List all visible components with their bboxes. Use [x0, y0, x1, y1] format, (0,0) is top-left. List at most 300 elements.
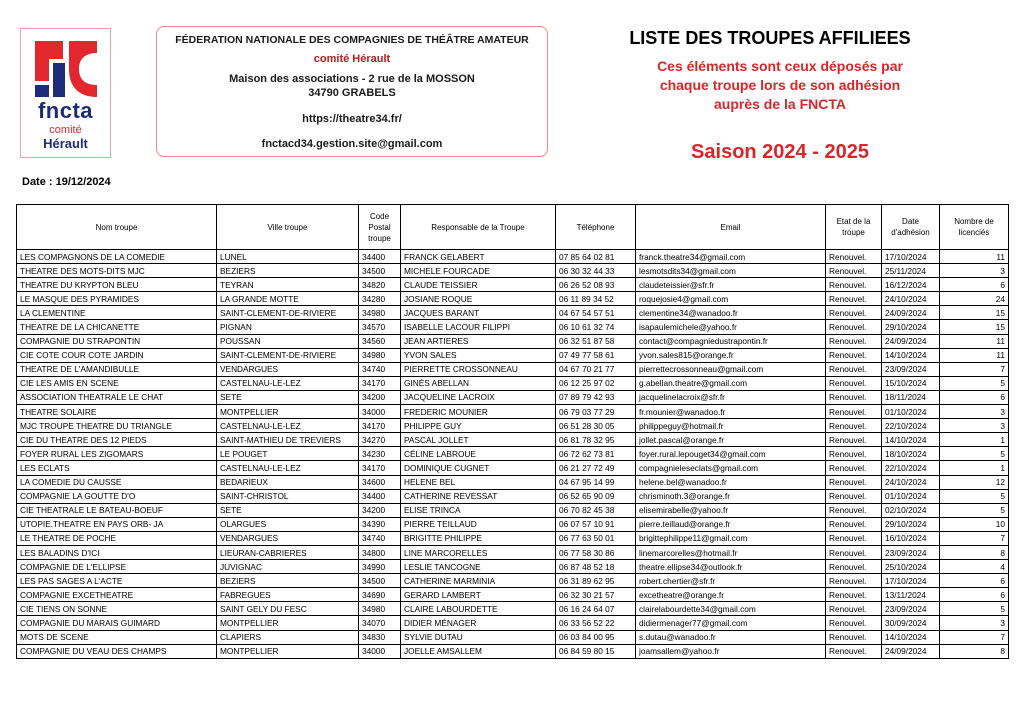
- postal-code-cell: 34560: [359, 334, 401, 348]
- status-cell: Renouvel.: [826, 250, 882, 264]
- licensee-count-cell: 3: [940, 264, 1009, 278]
- troupe-name-cell: COMPAGNIE LA GOUTTE D'O: [17, 489, 217, 503]
- licensee-count-cell: 4: [940, 560, 1009, 574]
- city-cell: SAINT-CHRISTOL: [217, 489, 359, 503]
- manager-cell: MICHELE FOURCADE: [401, 264, 556, 278]
- table-row: [17, 419, 1009, 433]
- fncta-logo: [20, 28, 111, 158]
- phone-cell: 04 67 54 57 51: [556, 306, 636, 320]
- manager-cell: GINÈS ABELLAN: [401, 376, 556, 390]
- federation-name: FÉDERATION NATIONALE DES COMPAGNIES DE THÉÂTRE AMATEUR: [175, 34, 529, 46]
- troupe-name-cell: LA COMEDIE DU CAUSSE: [17, 475, 217, 489]
- postal-code-cell: 34400: [359, 489, 401, 503]
- postal-code-cell: 34980: [359, 306, 401, 320]
- email-cell[interactable]: yvon.sales815@orange.fr: [636, 348, 826, 362]
- city-cell: SETE: [217, 503, 359, 517]
- email-cell[interactable]: g.abellan.theatre@gmail.com: [636, 376, 826, 390]
- licensee-count-cell: 6: [940, 574, 1009, 588]
- manager-cell: PASCAL JOLLET: [401, 433, 556, 447]
- status-cell: Renouvel.: [826, 264, 882, 278]
- email-cell[interactable]: elisemirabelle@yahoo.fr: [636, 503, 826, 517]
- phone-cell: 07 49 77 58 61: [556, 348, 636, 362]
- email-cell[interactable]: foyer.rural.lepouget34@gmail.com: [636, 447, 826, 461]
- email-cell[interactable]: didiermenager77@gmail.com: [636, 616, 826, 630]
- membership-date-cell: 23/09/2024: [882, 362, 940, 376]
- table-row: [17, 405, 1009, 419]
- phone-cell: 06 79 03 77 29: [556, 405, 636, 419]
- postal-code-cell: 34830: [359, 630, 401, 644]
- manager-cell: SYLVIE DUTAU: [401, 630, 556, 644]
- city-cell: OLARGUES: [217, 517, 359, 531]
- licensee-count-cell: 11: [940, 250, 1009, 264]
- membership-date-cell: 17/10/2024: [882, 250, 940, 264]
- membership-date-cell: 24/10/2024: [882, 475, 940, 489]
- troupe-name-cell: THEATRE DE L'AMANDIBULLE: [17, 362, 217, 376]
- manager-cell: DIDIER MÉNAGER: [401, 616, 556, 630]
- city-cell: LE POUGET: [217, 447, 359, 461]
- licensee-count-cell: 5: [940, 602, 1009, 616]
- troupe-name-cell: LE MASQUE DES PYRAMIDES: [17, 292, 217, 306]
- column-header: Etat de la troupe: [826, 205, 882, 250]
- city-cell: SETE: [217, 390, 359, 404]
- manager-cell: YVON SALES: [401, 348, 556, 362]
- status-cell: Renouvel.: [826, 433, 882, 447]
- postal-code-cell: 34170: [359, 419, 401, 433]
- logo-sub2: Hérault: [43, 136, 88, 151]
- postal-code-cell: 34820: [359, 278, 401, 292]
- status-cell: Renouvel.: [826, 630, 882, 644]
- status-cell: Renouvel.: [826, 390, 882, 404]
- manager-cell: GERARD LAMBERT: [401, 588, 556, 602]
- status-cell: Renouvel.: [826, 531, 882, 545]
- licensee-count-cell: 7: [940, 362, 1009, 376]
- membership-date-cell: 24/09/2024: [882, 644, 940, 658]
- troupe-name-cell: FOYER RURAL LES ZIGOMARS: [17, 447, 217, 461]
- membership-date-cell: 23/09/2024: [882, 545, 940, 559]
- city-cell: LA GRANDE MOTTE: [217, 292, 359, 306]
- postal-code-cell: 34390: [359, 517, 401, 531]
- status-cell: Renouvel.: [826, 644, 882, 658]
- status-cell: Renouvel.: [826, 419, 882, 433]
- troupe-name-cell: COMPAGNIE DE L'ELLIPSE: [17, 560, 217, 574]
- city-cell: SAINT GELY DU FESC: [217, 602, 359, 616]
- table-body: [17, 250, 1009, 659]
- email-cell[interactable]: claudeteissier@sfr.fr: [636, 278, 826, 292]
- troupe-name-cell: LES PAS SAGES A L'ACTE: [17, 574, 217, 588]
- phone-cell: 06 12 25 97 02: [556, 376, 636, 390]
- licensee-count-cell: 3: [940, 616, 1009, 630]
- licensee-count-cell: 8: [940, 644, 1009, 658]
- phone-cell: 06 87 48 52 18: [556, 560, 636, 574]
- licensee-count-cell: 5: [940, 447, 1009, 461]
- table-row: [17, 475, 1009, 489]
- column-header: Code Postal troupe: [359, 205, 401, 250]
- postal-code-cell: 34740: [359, 531, 401, 545]
- postal-code-cell: 34230: [359, 447, 401, 461]
- manager-cell: JACQUELINE LACROIX: [401, 390, 556, 404]
- status-cell: Renouvel.: [826, 320, 882, 334]
- table-row: [17, 644, 1009, 658]
- troupe-name-cell: LA CLEMENTINE: [17, 306, 217, 320]
- phone-cell: 06 84 59 80 15: [556, 644, 636, 658]
- city-cell: MONTPELLIER: [217, 616, 359, 630]
- phone-cell: 06 72 62 73 81: [556, 447, 636, 461]
- table-row: [17, 306, 1009, 320]
- licensee-count-cell: 15: [940, 306, 1009, 320]
- licensee-count-cell: 5: [940, 376, 1009, 390]
- status-cell: Renouvel.: [826, 489, 882, 503]
- status-cell: Renouvel.: [826, 616, 882, 630]
- membership-date-cell: 25/11/2024: [882, 264, 940, 278]
- troupe-name-cell: THEATRE DES MOTS-DITS MJC: [17, 264, 217, 278]
- postal-code-cell: 34570: [359, 320, 401, 334]
- email-cell[interactable]: roquejosie4@gmail.com: [636, 292, 826, 306]
- email-cell[interactable]: clairelabourdette34@gmail.com: [636, 602, 826, 616]
- city-cell: VENDARGUES: [217, 362, 359, 376]
- licensee-count-cell: 12: [940, 475, 1009, 489]
- city-cell: JUVIGNAC: [217, 560, 359, 574]
- city-cell: CLAPIERS: [217, 630, 359, 644]
- postal-code-cell: 34740: [359, 362, 401, 376]
- troupe-name-cell: COMPAGNIE DU STRAPONTIN: [17, 334, 217, 348]
- licensee-count-cell: 5: [940, 503, 1009, 517]
- membership-date-cell: 01/10/2024: [882, 405, 940, 419]
- manager-cell: DOMINIQUE CUGNET: [401, 461, 556, 475]
- email-cell[interactable]: compagnieleseclats@gmail.com: [636, 461, 826, 475]
- status-cell: Renouvel.: [826, 602, 882, 616]
- manager-cell: JEAN ARTIERES: [401, 334, 556, 348]
- manager-cell: FRANCK GELABERT: [401, 250, 556, 264]
- table-row: [17, 531, 1009, 545]
- manager-cell: JACQUES BARANT: [401, 306, 556, 320]
- email-cell[interactable]: jacquelinelacroix@sfr.fr: [636, 390, 826, 404]
- membership-date-cell: 02/10/2024: [882, 503, 940, 517]
- licensee-count-cell: 7: [940, 531, 1009, 545]
- troupes-table: [16, 204, 1009, 659]
- troupe-name-cell: LES COMPAGNONS DE LA COMEDIE: [17, 250, 217, 264]
- status-cell: Renouvel.: [826, 545, 882, 559]
- table-row: [17, 250, 1009, 264]
- email-cell[interactable]: s.dutau@wanadoo.fr: [636, 630, 826, 644]
- email-cell[interactable]: linemarcorelles@hotmail.fr: [636, 545, 826, 559]
- phone-cell: 06 77 58 30 86: [556, 545, 636, 559]
- logo-sub1: comité: [49, 124, 82, 136]
- manager-cell: CLAIRE LABOURDETTE: [401, 602, 556, 616]
- table-row: [17, 489, 1009, 503]
- phone-cell: 06 70 82 45 38: [556, 503, 636, 517]
- status-cell: Renouvel.: [826, 348, 882, 362]
- subtitle-line: Ces éléments sont ceux déposés par: [657, 58, 903, 74]
- troupe-name-cell: CIE DU THEATRE DES 12 PIEDS: [17, 433, 217, 447]
- federation-info-box: [156, 26, 548, 157]
- troupe-name-cell: COMPAGNIE DU MARAIS GUIMARD: [17, 616, 217, 630]
- city-cell: CASTELNAU-LE-LEZ: [217, 376, 359, 390]
- table-row: [17, 320, 1009, 334]
- licensee-count-cell: 3: [940, 419, 1009, 433]
- phone-cell: 06 26 52 08 93: [556, 278, 636, 292]
- phone-cell: 06 81 78 32 95: [556, 433, 636, 447]
- manager-cell: CATHERINE REVESSAT: [401, 489, 556, 503]
- website-link[interactable]: https://theatre34.fr/: [302, 113, 402, 125]
- table-row: [17, 376, 1009, 390]
- city-cell: TEYRAN: [217, 278, 359, 292]
- table-row: [17, 447, 1009, 461]
- membership-date-cell: 13/11/2024: [882, 588, 940, 602]
- postal-code-cell: 34690: [359, 588, 401, 602]
- membership-date-cell: 14/10/2024: [882, 433, 940, 447]
- city-cell: CASTELNAU-LE-LEZ: [217, 419, 359, 433]
- committee-name: comité Hérault: [313, 53, 391, 65]
- postal-code-cell: 34980: [359, 602, 401, 616]
- table-row: [17, 630, 1009, 644]
- postal-code-cell: 34500: [359, 574, 401, 588]
- membership-date-cell: 30/09/2024: [882, 616, 940, 630]
- column-header: Email: [636, 205, 826, 250]
- troupe-name-cell: CIE THEATRALE LE BATEAU-BOEUF: [17, 503, 217, 517]
- table-row: [17, 348, 1009, 362]
- manager-cell: PIERRE TEILLAUD: [401, 517, 556, 531]
- licensee-count-cell: 6: [940, 588, 1009, 602]
- phone-cell: 06 31 89 62 95: [556, 574, 636, 588]
- city-cell: POUSSAN: [217, 334, 359, 348]
- city-cell: LUNEL: [217, 250, 359, 264]
- licensee-count-cell: 7: [940, 630, 1009, 644]
- membership-date-cell: 22/10/2024: [882, 461, 940, 475]
- manager-cell: BRIGITTE PHILIPPE: [401, 531, 556, 545]
- troupe-name-cell: LE THEATRE DE POCHE: [17, 531, 217, 545]
- phone-cell: 06 32 51 87 58: [556, 334, 636, 348]
- membership-date-cell: 22/10/2024: [882, 419, 940, 433]
- status-cell: Renouvel.: [826, 475, 882, 489]
- column-header: Nom troupe: [17, 205, 217, 250]
- troupe-name-cell: UTOPIE.THEATRE EN PAYS ORB- JA: [17, 517, 217, 531]
- status-cell: Renouvel.: [826, 517, 882, 531]
- postal-code-cell: 34600: [359, 475, 401, 489]
- city-cell: MONTPELLIER: [217, 644, 359, 658]
- email-cell[interactable]: fr.mounier@wanadoo.fr: [636, 405, 826, 419]
- subtitle-line: chaque troupe lors de son adhésion: [659, 77, 901, 93]
- phone-cell: 06 30 32 44 33: [556, 264, 636, 278]
- city-cell: BEZIERS: [217, 264, 359, 278]
- membership-date-cell: 16/10/2024: [882, 531, 940, 545]
- licensee-count-cell: 11: [940, 348, 1009, 362]
- manager-cell: HELENE BEL: [401, 475, 556, 489]
- membership-date-cell: 24/09/2024: [882, 306, 940, 320]
- phone-cell: 04 67 95 14 99: [556, 475, 636, 489]
- table-row: [17, 334, 1009, 348]
- membership-date-cell: 15/10/2024: [882, 376, 940, 390]
- email-cell[interactable]: contact@compagniedustrapontin.fr: [636, 334, 826, 348]
- postal-code-cell: 34070: [359, 616, 401, 630]
- membership-date-cell: 24/10/2024: [882, 292, 940, 306]
- licensee-count-cell: 6: [940, 390, 1009, 404]
- email-cell[interactable]: pierre.teillaud@orange.fr: [636, 517, 826, 531]
- licensee-count-cell: 24: [940, 292, 1009, 306]
- licensee-count-cell: 8: [940, 545, 1009, 559]
- table-row: [17, 588, 1009, 602]
- membership-date-cell: 18/11/2024: [882, 390, 940, 404]
- troupe-name-cell: MJC TROUPE THEATRE DU TRIANGLE: [17, 419, 217, 433]
- troupe-name-cell: LES BALADINS D'ICI: [17, 545, 217, 559]
- table-row: [17, 461, 1009, 475]
- city-cell: CASTELNAU-LE-LEZ: [217, 461, 359, 475]
- licensee-count-cell: 11: [940, 334, 1009, 348]
- troupe-name-cell: CIE LES AMIS EN SCENE: [17, 376, 217, 390]
- status-cell: Renouvel.: [826, 292, 882, 306]
- status-cell: Renouvel.: [826, 405, 882, 419]
- status-cell: Renouvel.: [826, 503, 882, 517]
- licensee-count-cell: 10: [940, 517, 1009, 531]
- city-cell: BEDARIEUX: [217, 475, 359, 489]
- table-row: [17, 292, 1009, 306]
- postal-code-cell: 34500: [359, 264, 401, 278]
- column-header: Date d'adhésion: [882, 205, 940, 250]
- email-cell[interactable]: lesmotsdits34@gmail.com: [636, 264, 826, 278]
- troupe-name-cell: CIE TIENS ON SONNE: [17, 602, 217, 616]
- membership-date-cell: 25/10/2024: [882, 560, 940, 574]
- phone-cell: 06 51 28 30 05: [556, 419, 636, 433]
- phone-cell: 06 16 24 64 07: [556, 602, 636, 616]
- phone-cell: 06 21 27 72 49: [556, 461, 636, 475]
- postal-code-cell: 34200: [359, 503, 401, 517]
- email-cell[interactable]: isapaulemichele@yahoo.fr: [636, 320, 826, 334]
- membership-date-cell: 01/10/2024: [882, 489, 940, 503]
- table-row: [17, 574, 1009, 588]
- membership-date-cell: 29/10/2024: [882, 517, 940, 531]
- phone-cell: 06 07 57 10 91: [556, 517, 636, 531]
- email-cell[interactable]: helene.bel@wanadoo.fr: [636, 475, 826, 489]
- phone-cell: 04 67 70 21 77: [556, 362, 636, 376]
- column-header: Nombre de licenciés: [940, 205, 1009, 250]
- subtitle-line: auprès de la FNCTA: [714, 96, 846, 112]
- contact-email[interactable]: fnctacd34.gestion.site@gmail.com: [261, 138, 443, 150]
- email-cell[interactable]: excetheatre@orange.fr: [636, 588, 826, 602]
- table-row: [17, 278, 1009, 292]
- document-date: Date : 19/12/2024: [22, 176, 111, 188]
- membership-date-cell: 18/10/2024: [882, 447, 940, 461]
- city-cell: BEZIERS: [217, 574, 359, 588]
- status-cell: Renouvel.: [826, 560, 882, 574]
- table-row: [17, 264, 1009, 278]
- phone-cell: 06 10 61 32 74: [556, 320, 636, 334]
- status-cell: Renouvel.: [826, 447, 882, 461]
- email-cell[interactable]: philippeguy@hotmail.fr: [636, 419, 826, 433]
- city-cell: LIEURAN-CABRIERES: [217, 545, 359, 559]
- address-line-1: Maison des associations - 2 rue de la MOSSON: [229, 73, 475, 85]
- season-label: Saison 2024 - 2025: [691, 141, 869, 163]
- status-cell: Renouvel.: [826, 574, 882, 588]
- postal-code-cell: 34270: [359, 433, 401, 447]
- email-cell[interactable]: joamsallem@yahoo.fr: [636, 644, 826, 658]
- manager-cell: CATHERINE MARMINIA: [401, 574, 556, 588]
- status-cell: Renouvel.: [826, 588, 882, 602]
- phone-cell: 06 77 63 50 01: [556, 531, 636, 545]
- licensee-count-cell: 5: [940, 489, 1009, 503]
- troupe-name-cell: CIE COTE COUR COTE JARDIN: [17, 348, 217, 362]
- postal-code-cell: 34200: [359, 390, 401, 404]
- email-cell[interactable]: jollet.pascal@orange.fr: [636, 433, 826, 447]
- manager-cell: JOSIANE ROQUE: [401, 292, 556, 306]
- status-cell: Renouvel.: [826, 334, 882, 348]
- manager-cell: PHILIPPE GUY: [401, 419, 556, 433]
- troupe-name-cell: ASSOCIATION THEATRALE LE CHAT: [17, 390, 217, 404]
- table-row: [17, 362, 1009, 376]
- status-cell: Renouvel.: [826, 306, 882, 320]
- postal-code-cell: 34980: [359, 348, 401, 362]
- troupe-name-cell: LES ECLATS: [17, 461, 217, 475]
- postal-code-cell: 34400: [359, 250, 401, 264]
- email-cell[interactable]: chrisminoth.3@orange.fr: [636, 489, 826, 503]
- licensee-count-cell: 3: [940, 405, 1009, 419]
- postal-code-cell: 34000: [359, 405, 401, 419]
- city-cell: PIGNAN: [217, 320, 359, 334]
- city-cell: FABREGUES: [217, 588, 359, 602]
- licensee-count-cell: 15: [940, 320, 1009, 334]
- troupe-name-cell: THEATRE DU KRYPTON BLEU: [17, 278, 217, 292]
- postal-code-cell: 34280: [359, 292, 401, 306]
- table-row: [17, 616, 1009, 630]
- fncta-emblem-icon: [35, 41, 97, 97]
- email-cell[interactable]: theatre.ellipse34@outlook.fr: [636, 560, 826, 574]
- column-header: Ville troupe: [217, 205, 359, 250]
- logo-brand: fncta: [37, 98, 94, 123]
- page-subtitle: [600, 57, 960, 114]
- email-cell[interactable]: robert.chertier@sfr.fr: [636, 574, 826, 588]
- phone-cell: 06 03 84 00 95: [556, 630, 636, 644]
- phone-cell: 06 32 30 21 57: [556, 588, 636, 602]
- manager-cell: CÉLINE LABROUE: [401, 447, 556, 461]
- membership-date-cell: 24/09/2024: [882, 334, 940, 348]
- manager-cell: ISABELLE LACOUR FILIPPI: [401, 320, 556, 334]
- column-header: Téléphone: [556, 205, 636, 250]
- column-header: Responsable de la Troupe: [401, 205, 556, 250]
- status-cell: Renouvel.: [826, 376, 882, 390]
- postal-code-cell: 34000: [359, 644, 401, 658]
- table-row: [17, 560, 1009, 574]
- licensee-count-cell: 6: [940, 278, 1009, 292]
- table-row: [17, 503, 1009, 517]
- manager-cell: FREDERIC MOUNIER: [401, 405, 556, 419]
- postal-code-cell: 34990: [359, 560, 401, 574]
- postal-code-cell: 34800: [359, 545, 401, 559]
- table-row: [17, 517, 1009, 531]
- troupe-name-cell: COMPAGNIE DU VEAU DES CHAMPS: [17, 644, 217, 658]
- email-cell[interactable]: pierrettecrossonneau@gmail.com: [636, 362, 826, 376]
- membership-date-cell: 14/10/2024: [882, 630, 940, 644]
- membership-date-cell: 17/10/2024: [882, 574, 940, 588]
- manager-cell: PIERRETTE CROSSONNEAU: [401, 362, 556, 376]
- city-cell: SAINT-MATHIEU DE TREVIERS: [217, 433, 359, 447]
- address-line-2: 34790 GRABELS: [308, 87, 396, 99]
- postal-code-cell: 34170: [359, 461, 401, 475]
- troupe-name-cell: THEATRE SOLAIRE: [17, 405, 217, 419]
- table-header-row: [17, 205, 1009, 250]
- manager-cell: LESLIE TANCOGNE: [401, 560, 556, 574]
- table-row: [17, 433, 1009, 447]
- email-cell[interactable]: brigittephilippe11@gmail.com: [636, 531, 826, 545]
- email-cell[interactable]: franck.theatre34@gmail.com: [636, 250, 826, 264]
- email-cell[interactable]: clementine34@wanadoo.fr: [636, 306, 826, 320]
- status-cell: Renouvel.: [826, 362, 882, 376]
- phone-cell: 06 33 56 52 22: [556, 616, 636, 630]
- manager-cell: LINE MARCORELLES: [401, 545, 556, 559]
- licensee-count-cell: 1: [940, 433, 1009, 447]
- table-row: [17, 390, 1009, 404]
- city-cell: MONTPELLIER: [217, 405, 359, 419]
- troupe-name-cell: THEATRE DE LA CHICANETTE: [17, 320, 217, 334]
- troupe-name-cell: MOTS DE SCENE: [17, 630, 217, 644]
- city-cell: VENDARGUES: [217, 531, 359, 545]
